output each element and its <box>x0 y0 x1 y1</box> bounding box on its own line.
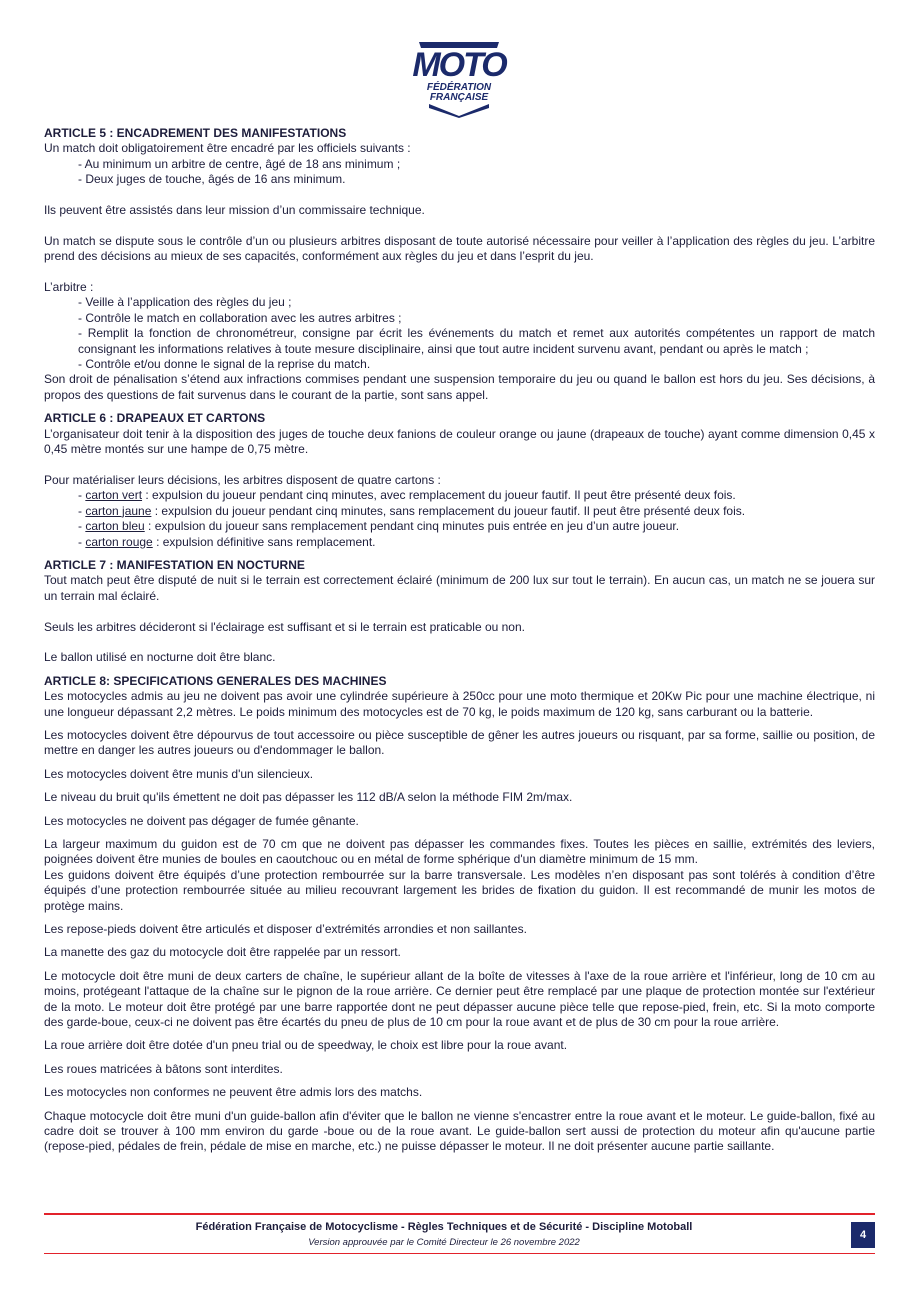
article-8-p4: Le niveau du bruit qu'ils émettent ne doit pas dépasser les 112 dB/A selon la méthode FIM 2m/max. <box>44 790 573 805</box>
card-text: : expulsion du joueur pendant cinq minutes, sans remplacement du joueur fautif. Il peut être présenté deux fois. <box>151 503 746 518</box>
card-name: carton vert <box>85 488 143 503</box>
article-6-p2: Pour matérialiser leurs décisions, les arbitres disposent de quatre cartons : <box>44 472 441 487</box>
card-text: : expulsion du joueur sans remplacement pendant cinq minutes puis entrée en jeu d’un autre joueur. <box>144 519 680 534</box>
card-item: - carton jaune : expulsion du joueur pendant cinq minutes, sans remplacement du joueur fautif. Il peut être présenté deux fois. <box>78 503 746 518</box>
card-text: : expulsion du joueur pendant cinq minutes, avec remplacement du joueur fautif. Il peut être présenté deux fois. <box>142 488 736 503</box>
article-8-p1: Les motocycles admis au jeu ne doivent pas avoir une cylindrée supérieure à 250cc pour une moto thermique et 20Kw Pic pour une machine électrique, ni une longueur dépassant 2,2 mètres. Le poids minimum des motocycles est de 70 kg, le poids maximum de 120 kg, sans carburant ou la batterie. <box>44 689 875 719</box>
card-text: : expulsion définitive sans remplacement. <box>152 534 376 549</box>
article-8-p7: Les repose-pieds doivent être articulés et disposer d’extrémités arrondies et non saillantes. <box>44 922 527 936</box>
footer-subtitle: Version approuvée par le Comité Directeur le 26 novembre 2022 <box>308 1237 580 1248</box>
ffm-logo <box>405 40 513 118</box>
logo-chevron <box>429 104 489 118</box>
article-5-p2: Un match se dispute sous le contrôle d’un ou plusieurs arbitres disposant de toute autorisé nécessaire pour veiller à l’application des règles du jeu. L’arbitre prend des décisions au mieux de ses capacités, conformément aux règles du jeu et dans l’esprit du jeu. <box>44 233 875 264</box>
article-8-p13: Chaque motocycle doit être muni d'un guide-ballon afin d'éviter que le ballon ne vienne s'encastrer entre la roue avant et le moteur. Le guide-ballon, fixé au cadre doit se trouver à 100 mm environ du garde -boue ou de la roue avant. Le guide-ballon sert aussi de protection du moteur afin qu'aucune partie (repose-pied, pédales de frein, pédale de mise en marche, etc.) ne puisse dépasser le moteur. Il ne doit présenter aucune partie saillante. <box>44 1108 875 1154</box>
footer-divider-top <box>44 1213 875 1215</box>
article-8-p3: Les motocycles doivent être munis d'un silencieux. <box>44 766 314 781</box>
article-5-title: ARTICLE 5 : ENCADREMENT DES MANIFESTATIONS <box>44 126 347 140</box>
footer-divider-bottom <box>44 1253 875 1254</box>
logo-line1: FÉDÉRATION <box>426 82 492 93</box>
card-item: - carton bleu : expulsion du joueur sans remplacement pendant cinq minutes puis entrée en jeu d’un autre joueur. <box>78 519 680 534</box>
arbitre-label: L’arbitre : <box>44 280 94 295</box>
card-item: - carton rouge : expulsion définitive sans remplacement. <box>78 534 376 549</box>
article-8-p6b: Les guidons doivent être équipés d’une protection rembourrée sur la barre transversale. Les modèles n’en disposant pas sont tolérés à condition d’être équipés d’une protection rembourrée située au milieu recouvrant largement les brides de fixation du guidon. Il est recommandé de munir les motos de protège mains. <box>44 867 875 913</box>
article-5-p3: Son droit de pénalisation s’étend aux infractions commises pendant une suspension temporaire du jeu ou quand le ballon est hors du jeu. Ses décisions, à propos des questions de fait survenus dans le courant de la partie, sont sans appel. <box>44 372 875 402</box>
article-7-title: ARTICLE 7 : MANIFESTATION EN NOCTURNE <box>44 557 305 572</box>
list-item: - Contrôle et/ou donne le signal de la reprise du match. <box>78 357 371 372</box>
article-5-intro: Un match doit obligatoirement être encadré par les officiels suivants : <box>44 141 411 156</box>
article-8-title: ARTICLE 8: SPECIFICATIONS GENERALES DES MACHINES <box>44 673 387 688</box>
list-item: - Au minimum un arbitre de centre, âgé de 18 ans minimum ; <box>78 156 401 171</box>
article-6-title: ARTICLE 6 : DRAPEAUX ET CARTONS <box>44 411 266 426</box>
document-body <box>44 126 875 1155</box>
article-5-p1: Ils peuvent être assistés dans leur mission d’un commissaire technique. <box>44 203 425 218</box>
list-item: - Contrôle le match en collaboration avec les autres arbitres ; <box>78 310 402 325</box>
article-8-p10: La roue arrière doit être dotée d'un pneu trial ou de speedway, le choix est libre pour la roue avant. <box>44 1038 568 1053</box>
article-8-p9: Le motocycle doit être muni de deux carters de chaîne, le supérieur allant de la boîte de vitesses à l'axe de la roue arrière et l'inférieur, long de 10 cm au moins, protégeant l'attaque de la chaîne sur le pignon de la roue arrière. Ce dernier peut être remplacé par une plaque de protection montée sur l'extérieur de la moto. Le moteur doit être protégé par une barre rapportée dont ne peut dépasser aucune pièce telle que repose-pied, frein, etc. Si la moto comporte des garde-boue, ceux-ci ne doivent pas être écartés du pneu de plus de 10 cm pour la roue avant et de plus de 30 cm pour la roue arrière. <box>44 968 875 1030</box>
card-name: carton rouge <box>85 534 153 549</box>
footer-title: Fédération Française de Motocyclisme - Règles Techniques et de Sécurité - Discipline Motoball <box>195 1221 693 1233</box>
list-item: - Remplit la fonction de chronométreur, consigne par écrit les événements du match et remet aux autorités compétentes un rapport de match consignant les informations relatives à toute mesure disciplinaire, ainsi que tout autre incident survenu avant, pendant ou après le match ; <box>78 326 875 356</box>
article-6-p1: L’organisateur doit tenir à la disposition des juges de touche deux fanions de couleur orange ou jaune (drapeaux de touche) ayant comme dimension 0,45 x 0,45 mètre montés sur une hampe de 0,75 mètre. <box>44 426 875 457</box>
article-8-p12: Les motocycles non conformes ne peuvent être admis lors des matchs. <box>44 1085 423 1100</box>
list-item: - Veille à l’application des règles du jeu ; <box>78 295 292 310</box>
article-8-p5: Les motocycles ne doivent pas dégager de fumée gênante. <box>44 813 359 828</box>
logo-word: MOTO <box>412 46 506 84</box>
page-number: 4 <box>851 1222 875 1248</box>
list-item: - Deux juges de touche, âgés de 16 ans minimum. <box>78 172 346 187</box>
article-8-p8: La manette des gaz du motocycle doit être rappelée par un ressort. <box>44 945 401 960</box>
article-7-p1: Tout match peut être disputé de nuit si le terrain est correctement éclairé (minimum de 200 lux sur tout le terrain). En aucun cas, un match ne se jouera sur un terrain mal éclairé. <box>44 573 875 603</box>
card-name: carton bleu <box>85 519 145 534</box>
card-name: carton jaune <box>85 503 152 518</box>
card-item: - carton vert : expulsion du joueur pendant cinq minutes, avec remplacement du joueur fautif. Il peut être présenté deux fois. <box>78 488 736 503</box>
article-7-p2: Seuls les arbitres décideront si l'éclairage est suffisant et si le terrain est praticable ou non. <box>44 619 525 634</box>
article-8-p2: Les motocycles doivent être dépourvus de tout accessoire ou pièce susceptible de gêner les autres joueurs ou risquant, par sa forme, saillie ou position, de mettre en danger les autres joueurs ou d'endommager le ballon. <box>44 727 875 758</box>
logo-line2: FRANÇAISE <box>429 92 489 103</box>
article-8-p6a: La largeur maximum du guidon est de 70 cm que ne doivent pas dépasser les commandes fixes. Toutes les pièces en saillie, extrémités des leviers, poignées doivent être munies de boules en caoutchouc ou en métal de forme sphérique d'un diamètre minimum de 15 mm. <box>44 836 875 867</box>
article-7-p3: Le ballon utilisé en nocturne doit être blanc. <box>44 650 276 665</box>
article-8-p11: Les roues matricées à bâtons sont interdites. <box>44 1061 283 1076</box>
